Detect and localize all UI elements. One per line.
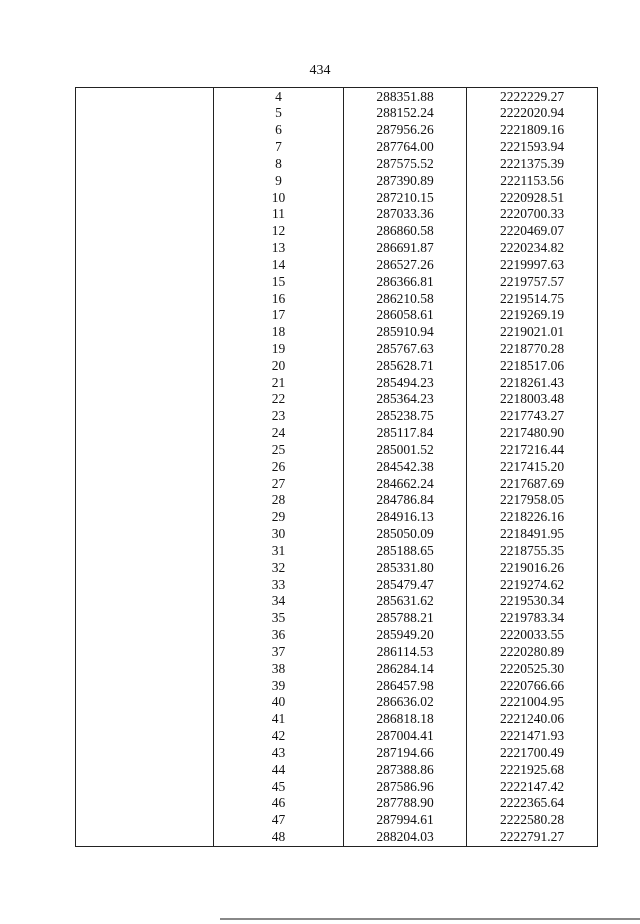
blank-cell — [76, 391, 214, 408]
y-coordinate-cell: 2222020.94 — [467, 105, 598, 122]
table-row — [76, 812, 598, 829]
y-coordinate-cell: 2219016.26 — [467, 559, 598, 576]
x-coordinate-cell: 288204.03 — [344, 828, 467, 846]
y-coordinate-cell: 2217216.44 — [467, 441, 598, 458]
y-coordinate-cell: 2220469.07 — [467, 223, 598, 240]
blank-cell — [76, 122, 214, 139]
table-row — [76, 593, 598, 610]
table-row — [76, 559, 598, 576]
x-coordinate-cell: 287390.89 — [344, 172, 467, 189]
point-number-cell: 16 — [214, 290, 344, 307]
point-number-cell: 41 — [214, 711, 344, 728]
blank-cell — [76, 374, 214, 391]
y-coordinate-cell: 2221240.06 — [467, 711, 598, 728]
point-number-cell: 18 — [214, 324, 344, 341]
blank-cell — [76, 778, 214, 795]
table-row — [76, 122, 598, 139]
y-coordinate-cell: 2221153.56 — [467, 172, 598, 189]
x-coordinate-cell: 287194.66 — [344, 744, 467, 761]
blank-cell — [76, 155, 214, 172]
y-coordinate-cell: 2220766.66 — [467, 677, 598, 694]
blank-cell — [76, 492, 214, 509]
table-row — [76, 778, 598, 795]
y-coordinate-cell: 2220280.89 — [467, 643, 598, 660]
table-row — [76, 290, 598, 307]
blank-cell — [76, 290, 214, 307]
coordinates-table — [75, 87, 598, 847]
y-coordinate-cell: 2221925.68 — [467, 761, 598, 778]
point-number-cell: 45 — [214, 778, 344, 795]
x-coordinate-cell: 287788.90 — [344, 795, 467, 812]
y-coordinate-cell: 2218517.06 — [467, 357, 598, 374]
y-coordinate-cell: 2222580.28 — [467, 812, 598, 829]
point-number-cell: 24 — [214, 425, 344, 442]
blank-cell — [76, 307, 214, 324]
point-number-cell: 43 — [214, 744, 344, 761]
y-coordinate-cell: 2218226.16 — [467, 509, 598, 526]
blank-cell — [76, 425, 214, 442]
blank-cell — [76, 172, 214, 189]
y-coordinate-cell: 2218770.28 — [467, 340, 598, 357]
blank-cell — [76, 105, 214, 122]
y-coordinate-cell: 2219530.34 — [467, 593, 598, 610]
page-number: 434 — [309, 63, 331, 78]
table-row — [76, 88, 598, 105]
x-coordinate-cell: 286818.18 — [344, 711, 467, 728]
blank-cell — [76, 593, 214, 610]
blank-cell — [76, 340, 214, 357]
table-row — [76, 711, 598, 728]
blank-cell — [76, 795, 214, 812]
y-coordinate-cell: 2218755.35 — [467, 542, 598, 559]
blank-cell — [76, 273, 214, 290]
x-coordinate-cell: 287575.52 — [344, 155, 467, 172]
y-coordinate-cell: 2219514.75 — [467, 290, 598, 307]
x-coordinate-cell: 287994.61 — [344, 812, 467, 829]
x-coordinate-cell: 286366.81 — [344, 273, 467, 290]
table-row — [76, 206, 598, 223]
table-row — [76, 660, 598, 677]
blank-cell — [76, 728, 214, 745]
table-row — [76, 155, 598, 172]
y-coordinate-cell: 2218003.48 — [467, 391, 598, 408]
y-coordinate-cell: 2220234.82 — [467, 240, 598, 257]
blank-cell — [76, 206, 214, 223]
point-number-cell: 30 — [214, 526, 344, 543]
table-row — [76, 492, 598, 509]
table-row — [76, 374, 598, 391]
blank-cell — [76, 139, 214, 156]
point-number-cell: 21 — [214, 374, 344, 391]
blank-cell — [76, 408, 214, 425]
x-coordinate-cell: 285117.84 — [344, 425, 467, 442]
y-coordinate-cell: 2221004.95 — [467, 694, 598, 711]
y-coordinate-cell: 2219021.01 — [467, 324, 598, 341]
blank-cell — [76, 761, 214, 778]
table-row — [76, 509, 598, 526]
table-row — [76, 475, 598, 492]
x-coordinate-cell: 285628.71 — [344, 357, 467, 374]
x-coordinate-cell: 284542.38 — [344, 458, 467, 475]
table-row — [76, 307, 598, 324]
y-coordinate-cell: 2219783.34 — [467, 610, 598, 627]
point-number-cell: 31 — [214, 542, 344, 559]
table-row — [76, 441, 598, 458]
x-coordinate-cell: 285188.65 — [344, 542, 467, 559]
y-coordinate-cell: 2217687.69 — [467, 475, 598, 492]
y-coordinate-cell: 2221593.94 — [467, 139, 598, 156]
point-number-cell: 25 — [214, 441, 344, 458]
table-row — [76, 458, 598, 475]
blank-cell — [76, 660, 214, 677]
point-number-cell: 33 — [214, 576, 344, 593]
x-coordinate-cell: 286457.98 — [344, 677, 467, 694]
point-number-cell: 6 — [214, 122, 344, 139]
x-coordinate-cell: 287388.86 — [344, 761, 467, 778]
point-number-cell: 4 — [214, 88, 344, 105]
point-number-cell: 27 — [214, 475, 344, 492]
blank-cell — [76, 256, 214, 273]
blank-cell — [76, 812, 214, 829]
blank-cell — [76, 694, 214, 711]
blank-cell — [76, 88, 214, 105]
blank-cell — [76, 458, 214, 475]
x-coordinate-cell: 287764.00 — [344, 139, 467, 156]
table-row — [76, 223, 598, 240]
table-row — [76, 256, 598, 273]
x-coordinate-cell: 288152.24 — [344, 105, 467, 122]
point-number-cell: 11 — [214, 206, 344, 223]
x-coordinate-cell: 285331.80 — [344, 559, 467, 576]
point-number-cell: 46 — [214, 795, 344, 812]
x-coordinate-cell: 286210.58 — [344, 290, 467, 307]
x-coordinate-cell: 285910.94 — [344, 324, 467, 341]
x-coordinate-cell: 286114.53 — [344, 643, 467, 660]
y-coordinate-cell: 2222147.42 — [467, 778, 598, 795]
y-coordinate-cell: 2218491.95 — [467, 526, 598, 543]
point-number-cell: 10 — [214, 189, 344, 206]
x-coordinate-cell: 286284.14 — [344, 660, 467, 677]
point-number-cell: 20 — [214, 357, 344, 374]
point-number-cell: 7 — [214, 139, 344, 156]
y-coordinate-cell: 2222791.27 — [467, 828, 598, 846]
blank-cell — [76, 744, 214, 761]
table-row — [76, 425, 598, 442]
table-row — [76, 408, 598, 425]
blank-cell — [76, 240, 214, 257]
table-row — [76, 677, 598, 694]
table-row — [76, 172, 598, 189]
table-row — [76, 627, 598, 644]
blank-cell — [76, 223, 214, 240]
point-number-cell: 15 — [214, 273, 344, 290]
x-coordinate-cell: 285238.75 — [344, 408, 467, 425]
y-coordinate-cell: 2217958.05 — [467, 492, 598, 509]
point-number-cell: 40 — [214, 694, 344, 711]
point-number-cell: 34 — [214, 593, 344, 610]
table-row — [76, 795, 598, 812]
y-coordinate-cell: 2217743.27 — [467, 408, 598, 425]
blank-cell — [76, 643, 214, 660]
blank-cell — [76, 677, 214, 694]
x-coordinate-cell: 284786.84 — [344, 492, 467, 509]
x-coordinate-cell: 284916.13 — [344, 509, 467, 526]
y-coordinate-cell: 2220525.30 — [467, 660, 598, 677]
blank-cell — [76, 357, 214, 374]
blank-cell — [76, 441, 214, 458]
table-row — [76, 189, 598, 206]
x-coordinate-cell: 287004.41 — [344, 728, 467, 745]
blank-cell — [76, 610, 214, 627]
table-row — [76, 694, 598, 711]
y-coordinate-cell: 2217415.20 — [467, 458, 598, 475]
point-number-cell: 37 — [214, 643, 344, 660]
table-row — [76, 340, 598, 357]
table-row — [76, 761, 598, 778]
x-coordinate-cell: 286860.58 — [344, 223, 467, 240]
x-coordinate-cell: 286691.87 — [344, 240, 467, 257]
x-coordinate-cell: 285494.23 — [344, 374, 467, 391]
table-row — [76, 542, 598, 559]
y-coordinate-cell: 2221700.49 — [467, 744, 598, 761]
point-number-cell: 5 — [214, 105, 344, 122]
x-coordinate-cell: 285001.52 — [344, 441, 467, 458]
y-coordinate-cell: 2222365.64 — [467, 795, 598, 812]
point-number-cell: 32 — [214, 559, 344, 576]
point-number-cell: 14 — [214, 256, 344, 273]
y-coordinate-cell: 2222229.27 — [467, 88, 598, 105]
x-coordinate-cell: 285631.62 — [344, 593, 467, 610]
y-coordinate-cell: 2219274.62 — [467, 576, 598, 593]
y-coordinate-cell: 2218261.43 — [467, 374, 598, 391]
x-coordinate-cell: 285949.20 — [344, 627, 467, 644]
table-row — [76, 324, 598, 341]
coordinates-table-body — [76, 88, 598, 847]
point-number-cell: 48 — [214, 828, 344, 846]
point-number-cell: 17 — [214, 307, 344, 324]
y-coordinate-cell: 2219269.19 — [467, 307, 598, 324]
point-number-cell: 39 — [214, 677, 344, 694]
x-coordinate-cell: 288351.88 — [344, 88, 467, 105]
blank-cell — [76, 509, 214, 526]
y-coordinate-cell: 2221375.39 — [467, 155, 598, 172]
point-number-cell: 28 — [214, 492, 344, 509]
blank-cell — [76, 324, 214, 341]
point-number-cell: 36 — [214, 627, 344, 644]
table-row — [76, 105, 598, 122]
point-number-cell: 38 — [214, 660, 344, 677]
blank-cell — [76, 526, 214, 543]
x-coordinate-cell: 285788.21 — [344, 610, 467, 627]
table-row — [76, 357, 598, 374]
table-row — [76, 391, 598, 408]
table-row — [76, 728, 598, 745]
table-row — [76, 744, 598, 761]
x-coordinate-cell: 286527.26 — [344, 256, 467, 273]
y-coordinate-cell: 2221809.16 — [467, 122, 598, 139]
blank-cell — [76, 627, 214, 644]
y-coordinate-cell: 2220928.51 — [467, 189, 598, 206]
x-coordinate-cell: 285364.23 — [344, 391, 467, 408]
x-coordinate-cell: 284662.24 — [344, 475, 467, 492]
blank-cell — [76, 828, 214, 846]
y-coordinate-cell: 2220033.55 — [467, 627, 598, 644]
table-row — [76, 610, 598, 627]
point-number-cell: 47 — [214, 812, 344, 829]
x-coordinate-cell: 285767.63 — [344, 340, 467, 357]
point-number-cell: 22 — [214, 391, 344, 408]
x-coordinate-cell: 285479.47 — [344, 576, 467, 593]
point-number-cell: 23 — [214, 408, 344, 425]
x-coordinate-cell: 285050.09 — [344, 526, 467, 543]
blank-cell — [76, 542, 214, 559]
point-number-cell: 8 — [214, 155, 344, 172]
x-coordinate-cell: 287033.36 — [344, 206, 467, 223]
table-row — [76, 526, 598, 543]
point-number-cell: 9 — [214, 172, 344, 189]
y-coordinate-cell: 2219997.63 — [467, 256, 598, 273]
point-number-cell: 44 — [214, 761, 344, 778]
table-row — [76, 643, 598, 660]
blank-cell — [76, 189, 214, 206]
point-number-cell: 29 — [214, 509, 344, 526]
table-row — [76, 273, 598, 290]
y-coordinate-cell: 2220700.33 — [467, 206, 598, 223]
x-coordinate-cell: 287210.15 — [344, 189, 467, 206]
y-coordinate-cell: 2219757.57 — [467, 273, 598, 290]
point-number-cell: 19 — [214, 340, 344, 357]
point-number-cell: 42 — [214, 728, 344, 745]
table-row — [76, 828, 598, 846]
blank-cell — [76, 559, 214, 576]
bottom-rule — [220, 918, 640, 920]
point-number-cell: 12 — [214, 223, 344, 240]
table-row — [76, 240, 598, 257]
x-coordinate-cell: 287956.26 — [344, 122, 467, 139]
table-row — [76, 139, 598, 156]
blank-cell — [76, 475, 214, 492]
table-row — [76, 576, 598, 593]
point-number-cell: 26 — [214, 458, 344, 475]
y-coordinate-cell: 2217480.90 — [467, 425, 598, 442]
point-number-cell: 35 — [214, 610, 344, 627]
blank-cell — [76, 576, 214, 593]
x-coordinate-cell: 286058.61 — [344, 307, 467, 324]
x-coordinate-cell: 286636.02 — [344, 694, 467, 711]
blank-cell — [76, 711, 214, 728]
point-number-cell: 13 — [214, 240, 344, 257]
y-coordinate-cell: 2221471.93 — [467, 728, 598, 745]
x-coordinate-cell: 287586.96 — [344, 778, 467, 795]
